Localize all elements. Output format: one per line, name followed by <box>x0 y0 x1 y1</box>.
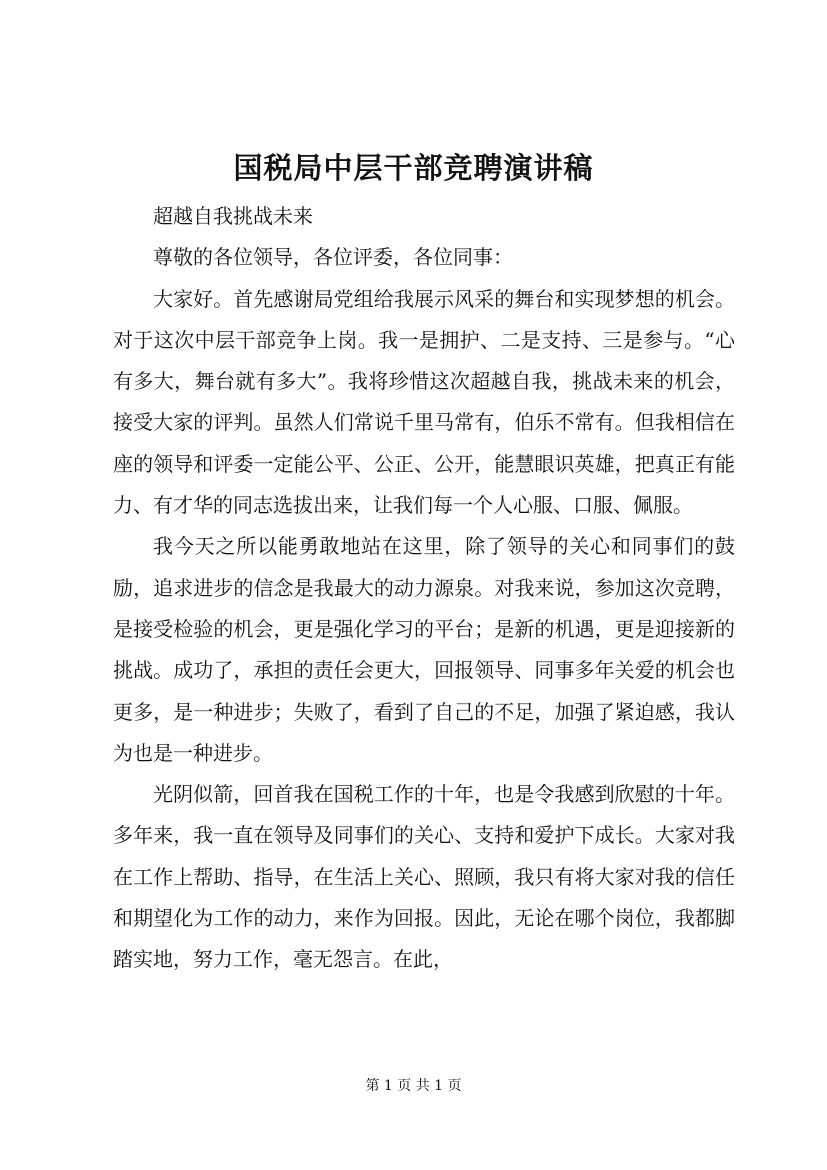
body-paragraph-3: 光阴似箭，回首我在国税工作的十年，也是令我感到欣慰的十年。多年来，我一直在领导及同事们的关心、支持和爱护下成长。大家对我在工作上帮助、指导，在生活上关心、照顾，我只有将大家对我的信任和期望化为工作的动力，来作为回报。因此，无论在哪个岗位，我都脚踏实地，努力工作，毫无怨言。在此， <box>113 782 735 972</box>
subtitle-paragraph: 超越自我挑战未来 <box>153 204 313 228</box>
document-title: 国税局中层干部竞聘演讲稿 <box>233 151 594 185</box>
body-paragraph-2: 我今天之所以能勇敢地站在这里，除了领导的关心和同事们的鼓励，追求进步的信念是我最大的动力源泉。对我来说，参加这次竞聘，是接受检验的机会，更是强化学习的平台；是新的机遇，更是迎接新的挑战。成功了，承担的责任会更大，回报领导、同事多年关爱的机会也更多，是一种进步；失败了，看到了自己的不足，加强了紧迫感，我认为也是一种进步。 <box>113 534 735 765</box>
page-footer: 第 1 页 共 1 页 <box>365 1078 462 1094</box>
salutation-paragraph: 尊敬的各位领导，各位评委，各位同事： <box>153 245 513 270</box>
document-body <box>113 196 735 981</box>
body-paragraph-1: 大家好。首先感谢局党组给我展示风采的舞台和实现梦想的机会。对于这次中层干部竞争上岗。我一是拥护、二是支持、三是参与。“心有多大，舞台就有多大”。我将珍惜这次超越自我，挑战未来的机会，接受大家的评判。虽然人们常说千里马常有，伯乐不常有。但我相信在座的领导和评委一定能公平、公正、公开，能慧眼识英雄，把真正有能力、有才华的同志选拔出来，让我们每一个人心服、口服、佩服。 <box>113 286 735 518</box>
